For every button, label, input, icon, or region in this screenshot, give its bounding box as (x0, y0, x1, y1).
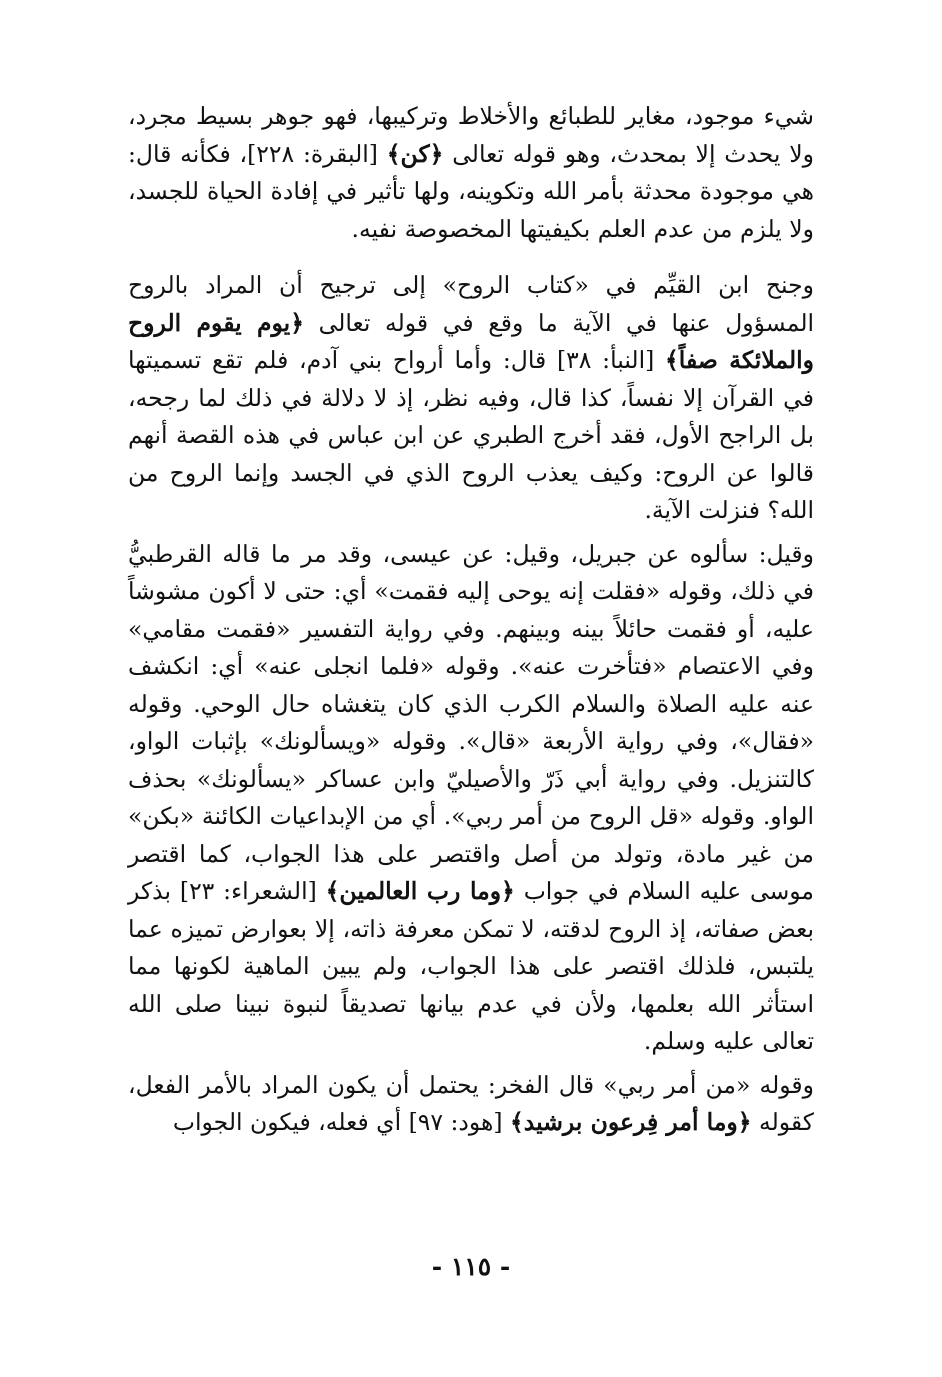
quran-quote: ﴿كن﴾ (386, 139, 444, 168)
text-run: [البقرة: ٢٢٨]، فكأنه قال: هي موجودة محدثة بأمر الله وتكوينه، ولها تأثير في إفادة الحياة للجسد، ولا يلزم من عدم العلم بكيفيتها المخصوصة نفيه. (128, 139, 814, 243)
text-run: شيء موجود، مغاير للطبائع والأخلاط وتركيبها، فهو جوهر بسيط مجرد، ولا يحدث إلا بمحدث، وهو قوله تعالى (128, 102, 815, 168)
paragraph-3 (128, 536, 814, 1061)
text-run: [الشعراء: ٢٣] بذكر بعض صفاته، إذ الروح لدقته، لا تمكن معرفة ذاته، إلا بعوارض تميزه عما يلتبس، فلذلك اقتصر على هذا الجواب، ولم يبين الماهية لكونها مما استأثر الله بعلمها، ولأن في عدم بيانها تصديقاً لنبوة نبينا صلى الله تعالى عليه وسلم. (128, 877, 814, 1055)
page-body (128, 98, 814, 1142)
text-run: وقيل: سألوه عن جبريل، وقيل: عن عيسى، وقد مر ما قاله القرطبيُّ في ذلك، وقوله «فقلت إنه يوحى إليه فقمت» أي: حتى لا أكون مشوشاً عليه، أو فقمت حائلاً بينه وبينهم. وفي رواية التفسير «فقمت مقامي» وفي الاعتصام «فتأخرت عنه». وقوله «فلما انجلى عنه» أي: انكشف عنه عليه الصلاة والسلام الكرب الذي كان يتغشاه حال الوحي. وقوله «فقال»، وفي رواية الأربعة «قال». وقوله «ويسألونك» بإثبات الواو، كالتنزيل. وفي رواية أبي ذَرّ والأصيليّ وابن عساكر «يسألونك» بحذف الواو. وقوله «قل الروح من أمر ربي». أي من الإبداعيات الكائنة «بكن» من غير مادة، وتولد من أصل واقتصر على هذا الجواب، كما اقتصر موسى عليه السلام في جواب (128, 539, 814, 905)
text-run: [هود: ٩٧] أي فعله، فيكون الجواب (172, 1108, 511, 1136)
paragraph-4 (128, 1067, 814, 1142)
quran-quote: ﴿وما رب العالمين﴾ (325, 877, 515, 905)
paragraph-2 (128, 267, 814, 530)
quran-quote: ﴿وما أمر فِرعون برشيد﴾ (510, 1108, 752, 1136)
paragraph-1 (128, 98, 814, 248)
text-run: [النبأ: ٣٨] قال: وأما أرواح بني آدم، فلم تقع تسميتها في القرآن إلا نفساً، كذا قال، وفيه نظر، إذ لا دلالة في ذلك لما رجحه، بل الراجح الأول، فقد أخرج الطبري عن ابن عباس في هذه القصة أنهم قالوا عن الروح: وكيف يعذب الروح الذي في الجسد وإنما الروح من الله؟ فنزلت الآية. (128, 346, 814, 524)
text-run: وقوله «من أمر ربي» قال الفخر: يحتمل أن يكون المراد بالأمر الفعل، كقوله (128, 1070, 814, 1136)
page-number: - ١١٥ - (431, 1252, 511, 1281)
text-run: وجنح ابن القيِّم في «كتاب الروح» إلى ترجيح أن المراد بالروح المسؤول عنها في الآية ما وقع في قوله تعالى (128, 271, 815, 337)
quran-quote: ﴿يوم يقوم الروح والملائكة صفاً﴾ (128, 308, 814, 374)
